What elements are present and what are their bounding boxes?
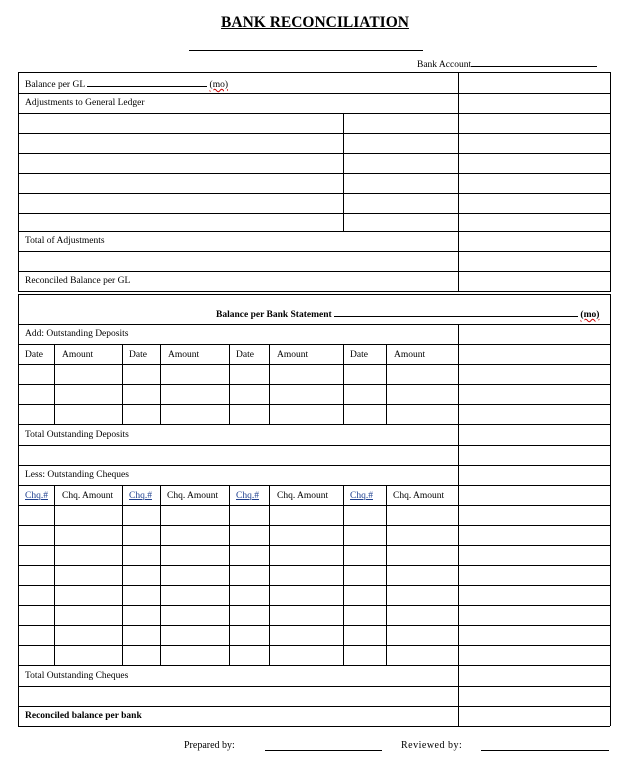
cheque-col-amount: Chq. Amount [277,491,329,501]
bank-account-label: Bank Account [417,60,472,70]
subtitle-blank-line[interactable] [189,50,423,51]
total-adjustments-amount-cell[interactable] [459,232,610,251]
deposit-col-amount: Amount [168,350,200,360]
total-cheques-label: Total Outstanding Cheques [25,671,129,681]
balance-per-gl-amount-cell[interactable] [459,73,610,93]
reconciled-gl-label: Reconciled Balance per GL [25,276,131,286]
cheque-col-amount: Chq. Amount [62,491,114,501]
total-adjustments-label: Total of Adjustments [25,236,105,246]
outstanding-deposits-label: Add: Outstanding Deposits [25,329,129,339]
reviewed-by-label: Reviewed by: [401,740,463,751]
deposit-col-date: Date [236,350,254,360]
reviewed-by-blank[interactable] [481,750,609,751]
prepared-by-label: Prepared by: [184,740,235,751]
cheque-col-number: Chq.# [25,491,48,501]
cheque-col-number: Chq.# [236,491,259,501]
reconciled-bank-label: Reconciled balance per bank [25,711,142,721]
cheque-col-number: Chq.# [129,491,152,501]
outstanding-cheques-label: Less: Outstanding Cheques [25,470,129,480]
cheque-col-amount: Chq. Amount [167,491,219,501]
deposit-col-date: Date [350,350,368,360]
reconciled-gl-amount-cell[interactable] [459,272,610,291]
balance-per-gl-suffix: (mo) [209,80,229,90]
reconciled-bank-amount-cell[interactable] [459,707,610,726]
prepared-by-blank[interactable] [265,750,382,751]
deposit-col-amount: Amount [62,350,94,360]
balance-per-bank-label: Balance per Bank Statement [216,310,332,320]
deposit-col-date: Date [25,350,43,360]
total-cheques-amount-cell[interactable] [459,666,610,686]
deposit-col-amount: Amount [394,350,426,360]
cheque-col-amount: Chq. Amount [393,491,445,501]
balance-per-bank-suffix: (mo) [580,310,600,320]
deposit-col-date: Date [129,350,147,360]
total-deposits-amount-cell[interactable] [459,425,610,445]
balance-per-bank-field[interactable] [216,307,599,321]
adjustments-label: Adjustments to General Ledger [25,98,145,108]
balance-per-bank-blank[interactable] [334,307,578,317]
total-deposits-label: Total Outstanding Deposits [25,430,129,440]
balance-per-gl-blank[interactable] [87,77,207,87]
balance-per-gl-field[interactable] [25,77,228,91]
cheque-col-number: Chq.# [350,491,373,501]
balance-per-gl-label: Balance per GL [25,80,85,90]
page-title: BANK RECONCILIATION [221,14,409,31]
bank-account-blank[interactable] [471,57,597,67]
bank-account-field[interactable] [417,57,597,71]
deposit-col-amount: Amount [277,350,309,360]
